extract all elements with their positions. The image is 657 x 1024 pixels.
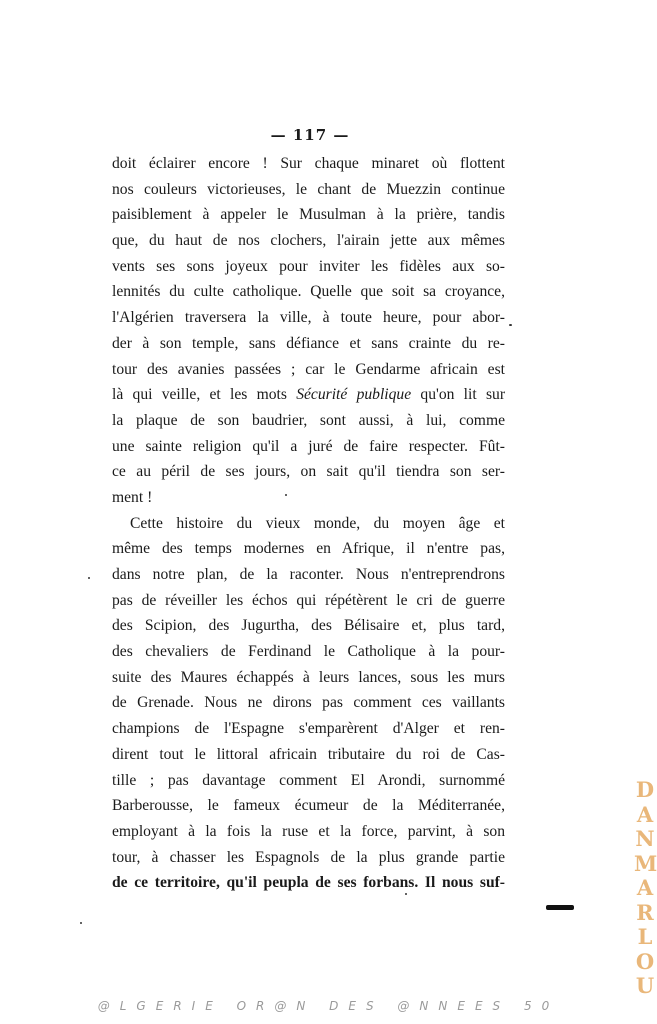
speck bbox=[80, 922, 82, 924]
text-line: lennités du culte catholique. Quelle que soit sa croyance, bbox=[112, 283, 505, 301]
vertical-watermark bbox=[634, 778, 656, 999]
watermark-letter: D bbox=[635, 777, 655, 802]
text-line: doit éclairer encore ! Sur chaque minaret où flottent bbox=[112, 155, 505, 172]
text-line: pas de réveiller les échos qui répétèrent le cri de guerre bbox=[112, 591, 505, 609]
watermark-letter: A bbox=[636, 801, 654, 827]
body-text bbox=[112, 151, 505, 896]
text-line: der à son temple, sans défiance et sans crainte du re- bbox=[112, 334, 505, 352]
text-segment: qu'on lit sur bbox=[411, 386, 505, 404]
text-line: tour des avanies passées ; car le Gendarme africain est bbox=[112, 360, 505, 378]
speck bbox=[88, 577, 90, 579]
footer-watermark: @LGERIE OR@N DES @NNEES 50 bbox=[97, 999, 560, 1013]
watermark-letter: R bbox=[636, 899, 654, 925]
italic-phrase: Sécurité publique bbox=[296, 386, 412, 404]
page-number: — 117 — bbox=[270, 126, 350, 144]
text-line: champions de l'Espagne s'emparèrent d'Alger et ren- bbox=[112, 720, 505, 738]
text-line: des Scipion, des Jugurtha, des Bélisaire et, plus tard, bbox=[112, 617, 505, 635]
ink-blot bbox=[546, 905, 574, 910]
text-line: dirent tout le littoral africain tributaire du roi de Cas- bbox=[112, 745, 505, 763]
text-line: même des temps modernes en Afrique, il n'entre pas, bbox=[112, 540, 505, 558]
text-line: paisiblement à appeler le Musulman à la prière, tandis bbox=[112, 206, 505, 224]
text-line: des chevaliers de Ferdinand le Catholique à la pour- bbox=[112, 643, 505, 661]
text-line: une sainte religion qu'il a juré de faire respecter. Fût- bbox=[112, 437, 505, 455]
text-line: de Grenade. Nous ne dirons pas comment ces vaillants bbox=[112, 694, 505, 712]
text-line: la plaque de son baudrier, sont aussi, à lui, comme bbox=[112, 411, 505, 429]
watermark-letter: A bbox=[636, 875, 654, 900]
watermark-letter: O bbox=[635, 948, 655, 974]
text-line: de ce territoire, qu'il peupla de ses forbans. Il nous suf- bbox=[112, 874, 505, 892]
text-line: tille ; pas davantage comment El Arondi, surnommé bbox=[112, 771, 505, 789]
text-line: que, du haut de nos clochers, l'airain jette aux mêmes bbox=[112, 232, 505, 250]
text-line-with-italic bbox=[112, 382, 505, 408]
text-line: Barberousse, le fameux écumeur de la Méditerranée, bbox=[112, 797, 505, 815]
text-line: vents ses sons joyeux pour inviter les fidèles aux so- bbox=[112, 257, 505, 275]
speck bbox=[405, 893, 407, 895]
speck bbox=[285, 494, 287, 496]
text-line: ce au péril de ses jours, on sait qu'il tiendra son ser- bbox=[112, 463, 505, 481]
watermark-letter: M bbox=[634, 850, 657, 876]
text-line: employant à la fois la ruse et la force, parvint, à son bbox=[112, 822, 505, 840]
text-line: dans notre plan, de la raconter. Nous n'entreprendrons bbox=[112, 566, 505, 583]
watermark-letter: N bbox=[635, 826, 655, 851]
speck bbox=[509, 324, 512, 326]
text-line: tour, à chasser les Espagnols de la plus grande partie bbox=[112, 848, 505, 866]
text-line: suite des Maures échappés à leurs lances, sous les murs bbox=[112, 668, 505, 686]
text-line: nos couleurs victorieuses, le chant de Muezzin continue bbox=[112, 180, 505, 198]
paragraph-start-line: Cette histoire du vieux monde, du moyen âge et bbox=[130, 514, 505, 532]
watermark-letter: L bbox=[637, 924, 653, 949]
text-line: ment ! bbox=[112, 488, 153, 506]
watermark-letter: U bbox=[635, 973, 655, 998]
text-line: l'Algérien traversera la ville, à toute heure, pour abor- bbox=[112, 309, 505, 327]
text-segment: là qui veille, et les mots bbox=[112, 386, 297, 404]
